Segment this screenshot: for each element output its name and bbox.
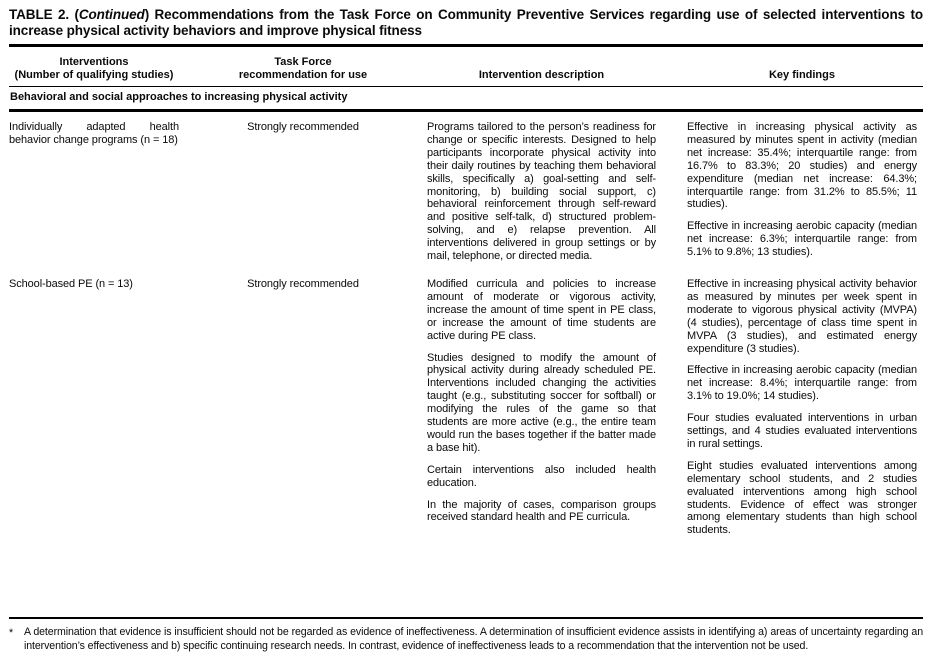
- section-heading: Behavioral and social approaches to increasing physical activity: [10, 91, 348, 103]
- table-title-prefix: TABLE 2. (: [9, 7, 79, 22]
- footnote-marker: *: [9, 627, 14, 640]
- footnote: [9, 626, 923, 653]
- paragraph: Modified curricula and policies to increase amount of moderate or vigorous activity, increase the amount of time spent in PE class, or increase the amount of time students are active during PE class.: [427, 277, 656, 342]
- paragraph: Effective in increasing physical activity as measured by minutes spent in activity (median net increase: 35.4%; interquartile range: from 16.7% to 83.3%; 20 studies) and energy expenditure (median net increase: 64.3%; interquartile range: from 31.2% to 85.5%; 11 studies).: [687, 121, 917, 211]
- column-header-line: Interventions: [59, 56, 129, 68]
- table-title-suffix: ) Recommendations from the Task Force on Community Preventive Services regarding use of selected interventions to increase physical activity behaviors and improve physical fitness: [9, 7, 923, 38]
- cell-description: [427, 121, 656, 263]
- column-header-line: recommendation for use: [238, 69, 368, 81]
- column-header-line: (Number of qualifying studies): [14, 69, 174, 81]
- paragraph: Effective in increasing aerobic capacity (median net increase: 8.4%; interquartile range: from 3.1% to 19.0%; 14 studies).: [687, 364, 917, 403]
- column-header-interventions: [9, 56, 179, 82]
- paragraph: Certain interventions also included health education.: [427, 463, 656, 489]
- paragraph: Four studies evaluated interventions in urban settings, and 4 studies evaluated interventions in rural settings.: [687, 412, 917, 450]
- title-divider: [9, 44, 923, 47]
- column-header-line: Intervention description: [478, 69, 605, 81]
- footnote-text: A determination that evidence is insufficient should not be regarded as evidence of ineffectiveness. A determination of insufficient evidence assists in identifying a) areas of uncertainty regarding an intervention’s effectiveness and b) specific continuing research needs. In contrast, evidence of ineffectiveness leads to a recommendation that the intervention not be used.: [24, 626, 923, 652]
- table-row: [9, 263, 923, 537]
- column-header-findings: [687, 69, 917, 82]
- paragraph: Eight studies evaluated interventions among elementary school students, and 2 studies evaluated interventions among high school students. Evidence of effect was stronger among elementary students than high school students.: [687, 459, 917, 537]
- cell-recommendation: Strongly recommended: [247, 121, 359, 133]
- table-title: [9, 7, 923, 39]
- paragraph: Effective in increasing physical activity behavior as measured by minutes per week spent in moderate to vigorous physical activity (MVPA) (4 studies), percentage of class time spent in MVPA (3 studies), and estimated energy expenditure (3 studies).: [687, 277, 917, 355]
- paragraph: Studies designed to modify the amount of physical activity during already scheduled PE. Interventions included changing the activities taught (e.g., substituting soccer for softball) or modifying the rules of the game so that students are more active (e.g., the entire team would run the bases together if the batter made a base hit).: [427, 351, 656, 454]
- cell-intervention: School-based PE (n = 13): [9, 277, 133, 290]
- table-row: [9, 112, 923, 263]
- cell-recommendation: Strongly recommended: [247, 277, 359, 290]
- column-header-line: Task Force: [274, 56, 332, 68]
- table-title-continued: Continued: [78, 7, 145, 22]
- column-header-row: [9, 56, 923, 82]
- column-header-description: [427, 69, 656, 82]
- cell-findings: [687, 278, 917, 537]
- column-header-line: Key findings: [768, 69, 835, 81]
- spacer: [9, 537, 923, 617]
- cell-intervention: Individually adapted health behavior change programs (n = 18): [9, 121, 179, 146]
- paragraph: Effective in increasing aerobic capacity (median net increase: 6.3%; interquartile range: from 5.1% to 9.8%; 13 studies).: [687, 220, 917, 259]
- paragraph: In the majority of cases, comparison groups received standard health and PE curricula.: [427, 498, 656, 524]
- cell-description: [427, 278, 656, 537]
- column-header-recommendation: [210, 56, 396, 82]
- paragraph: Programs tailored to the person’s readiness for change or specific interests. Designed to help participants incorporate physical activity into their daily routines by teaching them behavioral skills, specifically a) goal-setting and self-monitoring, b) building social support, c) behavioral reinforcement through self-reward and positive self-talk, d) structured problem-solving, and e) relapse prevention. All interventions delivered in group settings or by mail, telephone, or directed media.: [427, 121, 656, 263]
- cell-findings: [687, 121, 917, 263]
- footnote-divider: [9, 617, 923, 619]
